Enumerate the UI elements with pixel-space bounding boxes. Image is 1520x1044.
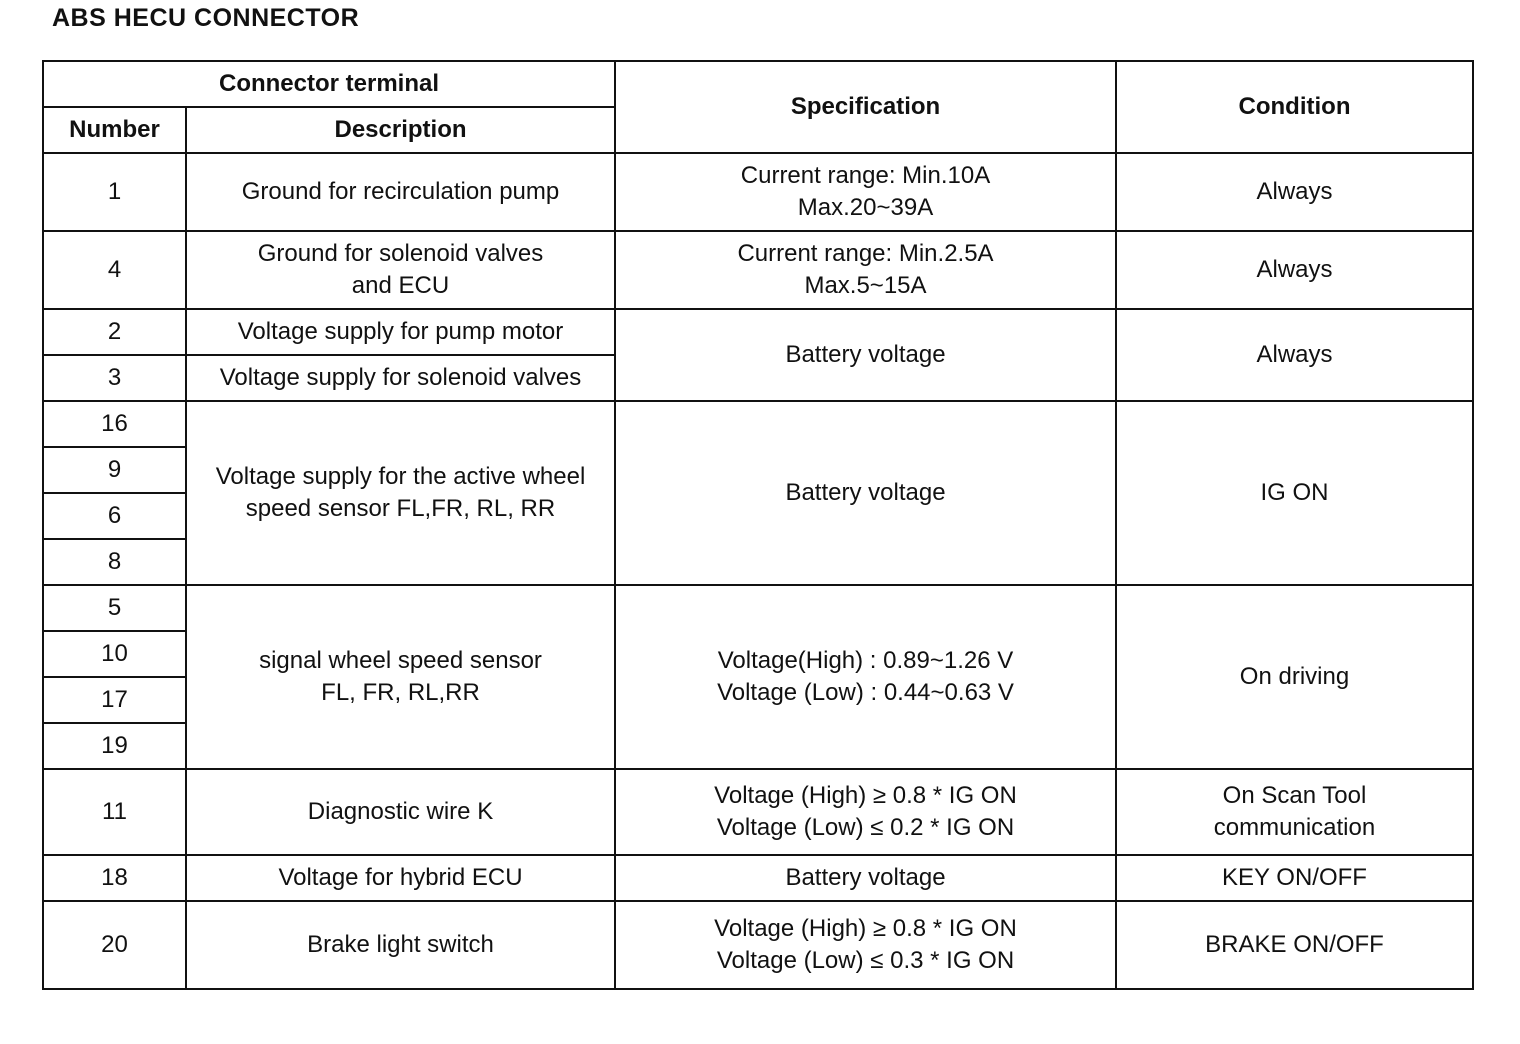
document-title: ABS HECU CONNECTOR xyxy=(52,4,360,32)
terminal-number: 1 xyxy=(43,153,186,231)
terminal-specification xyxy=(615,901,1116,989)
spec-line: Voltage (Low) ≤ 0.3 * IG ON xyxy=(716,947,1015,974)
terminal-number: 10 xyxy=(43,631,186,677)
table-row xyxy=(43,153,1473,231)
terminal-number: 3 xyxy=(43,355,186,401)
terminal-condition: Always xyxy=(1116,231,1473,309)
header-number: Number xyxy=(43,107,186,153)
terminal-description: Ground for recirculation pump xyxy=(186,153,615,231)
description-line: and ECU xyxy=(351,272,450,299)
description-line: FL, FR, RL,RR xyxy=(321,679,480,706)
spec-line: Voltage (High) ≥ 0.8 * IG ON xyxy=(714,782,1017,809)
description-line: speed sensor FL,FR, RL, RR xyxy=(245,495,556,522)
terminal-number: 11 xyxy=(43,769,186,855)
terminal-description: Diagnostic wire K xyxy=(186,769,615,855)
spec-line: Current range: Min.2.5A xyxy=(737,240,994,267)
terminal-number: 5 xyxy=(43,585,186,631)
condition-line: communication xyxy=(1213,814,1376,841)
terminal-specification: Battery voltage xyxy=(615,855,1116,901)
terminal-condition: KEY ON/OFF xyxy=(1116,855,1473,901)
terminal-description xyxy=(186,231,615,309)
terminal-specification xyxy=(615,231,1116,309)
description-line: Voltage supply for the active wheel xyxy=(215,463,586,490)
table-row xyxy=(43,231,1473,309)
description-line: Ground for solenoid valves xyxy=(257,240,544,267)
terminal-specification: Battery voltage xyxy=(615,401,1116,585)
terminal-number: 19 xyxy=(43,723,186,769)
terminal-number: 16 xyxy=(43,401,186,447)
terminal-specification xyxy=(615,585,1116,769)
table-row xyxy=(43,585,1473,631)
spec-line: Max.20~39A xyxy=(797,194,934,221)
terminal-condition: Always xyxy=(1116,309,1473,401)
terminal-condition: On driving xyxy=(1116,585,1473,769)
terminal-number: 18 xyxy=(43,855,186,901)
spec-line: Voltage (Low) ≤ 0.2 * IG ON xyxy=(716,814,1015,841)
spec-line: Max.5~15A xyxy=(804,272,927,299)
terminal-number: 8 xyxy=(43,539,186,585)
terminal-condition: Always xyxy=(1116,153,1473,231)
table-row xyxy=(43,901,1473,989)
header-connector-terminal: Connector terminal xyxy=(43,61,615,107)
connector-spec-table xyxy=(42,60,1474,990)
header-description: Description xyxy=(186,107,615,153)
terminal-number: 20 xyxy=(43,901,186,989)
terminal-number: 17 xyxy=(43,677,186,723)
condition-line: On Scan Tool xyxy=(1222,782,1367,809)
terminal-condition: IG ON xyxy=(1116,401,1473,585)
description-line: signal wheel speed sensor xyxy=(259,647,542,674)
terminal-condition xyxy=(1116,769,1473,855)
terminal-description xyxy=(186,401,615,585)
table-row xyxy=(43,309,1473,355)
terminal-description: Brake light switch xyxy=(186,901,615,989)
spec-line: Current range: Min.10A xyxy=(740,162,991,189)
terminal-condition: BRAKE ON/OFF xyxy=(1116,901,1473,989)
terminal-description: Voltage for hybrid ECU xyxy=(186,855,615,901)
terminal-description: Voltage supply for pump motor xyxy=(186,309,615,355)
terminal-specification xyxy=(615,153,1116,231)
table-row xyxy=(43,401,1473,447)
terminal-number: 6 xyxy=(43,493,186,539)
table-row xyxy=(43,769,1473,855)
spec-line: Voltage (Low) : 0.44~0.63 V xyxy=(717,679,1014,706)
terminal-number: 9 xyxy=(43,447,186,493)
terminal-specification xyxy=(615,769,1116,855)
spec-line: Voltage(High) : 0.89~1.26 V xyxy=(717,647,1014,674)
terminal-description xyxy=(186,585,615,769)
header-row xyxy=(43,61,1473,107)
spec-line: Voltage (High) ≥ 0.8 * IG ON xyxy=(714,915,1017,942)
header-specification: Specification xyxy=(615,61,1116,153)
header-condition: Condition xyxy=(1116,61,1473,153)
table-row xyxy=(43,855,1473,901)
terminal-specification: Battery voltage xyxy=(615,309,1116,401)
terminal-description: Voltage supply for solenoid valves xyxy=(186,355,615,401)
terminal-number: 2 xyxy=(43,309,186,355)
terminal-number: 4 xyxy=(43,231,186,309)
